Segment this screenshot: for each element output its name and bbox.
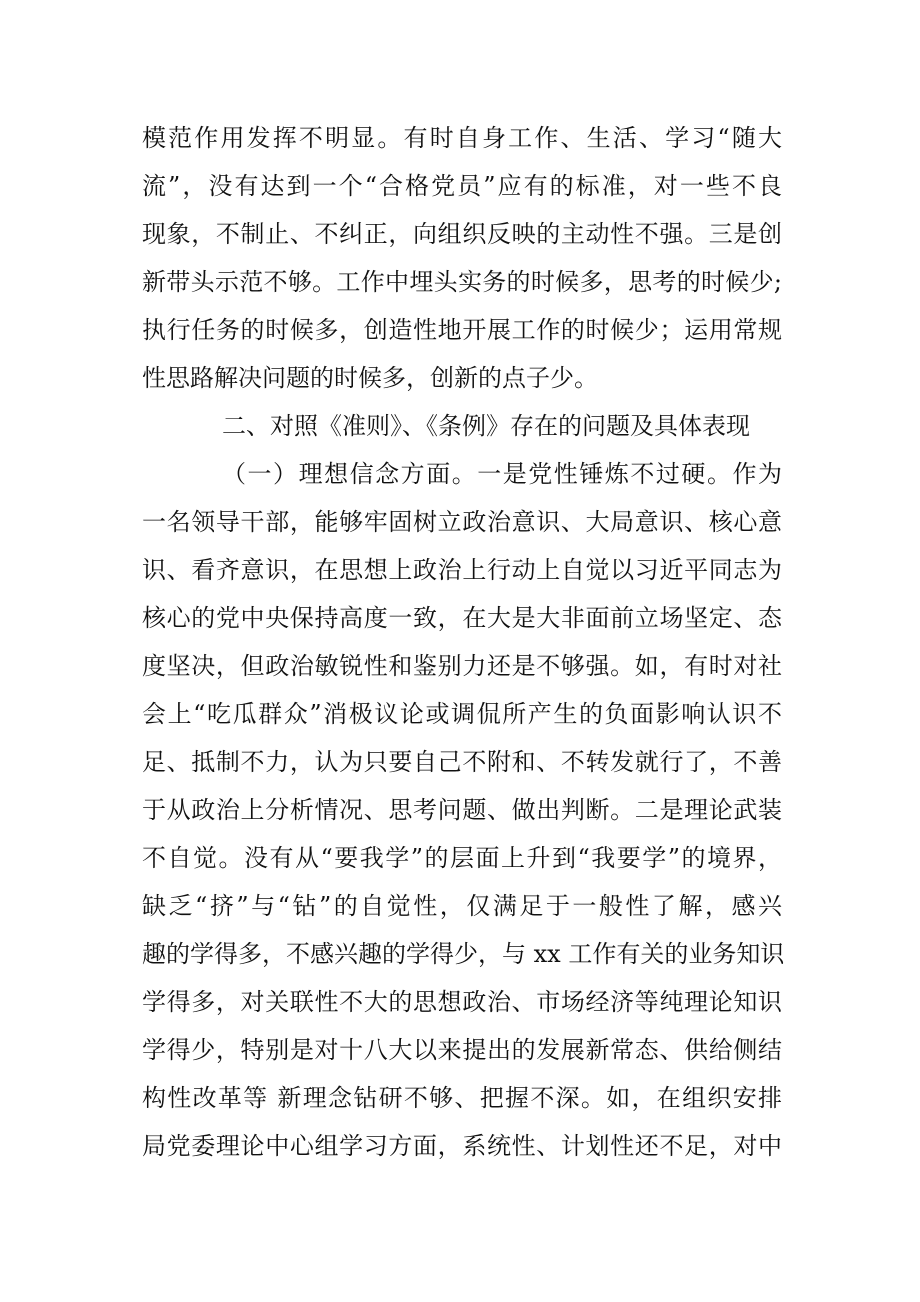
text-line: 执行任务的时候多，创造性地开展工作的时候少；运用常规 (142, 316, 782, 344)
text-line: 学得少，特别是对十八大以来提出的发展新常态、供给侧结 (142, 1036, 782, 1064)
text-line: 一名领导干部，能够牢固树立政治意识、大局意识、核心意 (142, 508, 782, 536)
text-line: 局党委理论中心组学习方面，系统性、计划性还不足，对中 (142, 1132, 782, 1160)
text-line: 模范作用发挥不明显。有时自身工作、生活、学习“随大 (142, 124, 782, 152)
text-line: 度坚决，但政治敏锐性和鉴别力还是不够强。如，有时对社 (142, 652, 782, 680)
text-line: 学得多，对关联性不大的思想政治、市场经济等纯理论知识 (142, 988, 782, 1016)
text-line: 缺乏“挤”与“钻”的自觉性，仅满足于一般性了解，感兴 (142, 892, 782, 920)
section-heading: 二、对照《准则》、《条例》存在的问题及具体表现 (222, 412, 750, 440)
text-line: 新带头示范不够。工作中埋头实务的时候多，思考的时候少; (142, 268, 782, 296)
text-line: 趣的学得多，不感兴趣的学得少，与 xx 工作有关的业务知识 (142, 940, 785, 968)
subsection-heading: （一）理想信念方面。一是党性锤炼不过硬。作为 (222, 460, 782, 488)
text-line: 会上“吃瓜群众”消极议论或调侃所产生的负面影响认识不 (142, 700, 782, 728)
text-line: 现象，不制止、不纠正，向组织反映的主动性不强。三是创 (142, 220, 782, 248)
text-line: 不自觉。没有从“要我学”的层面上升到“我要学”的境界， (142, 844, 782, 872)
text-line: 流”，没有达到一个“合格党员”应有的标准，对一些不良 (142, 172, 782, 200)
text-line: 性思路解决问题的时候多，创新的点子少。 (142, 364, 598, 392)
text-line: 识、看齐意识，在思想上政治上行动上自觉以习近平同志为 (142, 556, 782, 584)
text-line: 于从政治上分析情况、思考问题、做出判断。二是理论武装 (142, 796, 782, 824)
text-line: 构性改革等 新理念钻研不够、把握不深。如，在组织安排 (142, 1084, 782, 1112)
text-line: 足、抵制不力，认为只要自己不附和、不转发就行了，不善 (142, 748, 782, 776)
text-line: 核心的党中央保持高度一致，在大是大非面前立场坚定、态 (142, 604, 782, 632)
